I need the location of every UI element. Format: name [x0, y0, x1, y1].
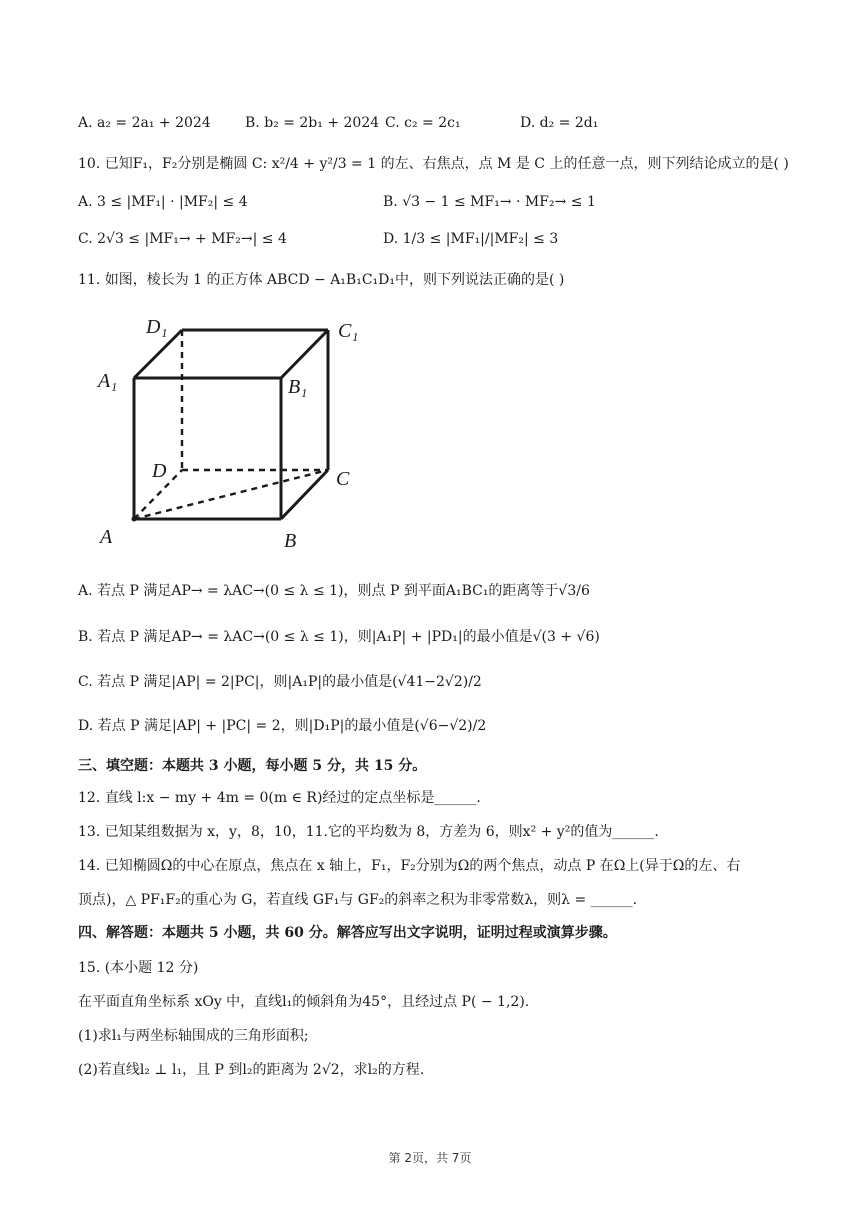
q12: 12. 直线 l:x − my + 4m = 0(m ∈ R)经过的定点坐标是______.: [78, 790, 481, 806]
label-d: D: [152, 460, 167, 482]
q10-option-d: D. 1/3 ≤ |MF₁|/|MF₂| ≤ 3: [383, 231, 559, 247]
label-a: A: [100, 526, 113, 548]
label-b1: B₁: [288, 376, 308, 398]
q15-part-2: (2)若直线l₂ ⊥ l₁，且 P 到l₂的距离为 2√2，求l₂的方程.: [78, 1062, 425, 1078]
edge-b1c1: [281, 330, 328, 378]
vertex-a-dot: [132, 517, 137, 522]
q11-option-b: B. 若点 P 满足AP→ = λAC→(0 ≤ λ ≤ 1)，则|A₁P| + |PD₁|的最小值是√(3 + √6): [78, 629, 600, 645]
q10-option-a: A. 3 ≤ |MF₁| · |MF₂| ≤ 4: [78, 194, 248, 210]
q11-option-d: D. 若点 P 满足|AP| + |PC| = 2，则|D₁P|的最小值是(√6−√2)/2: [78, 718, 487, 734]
q14-line-2: 顶点)，△ PF₁F₂的重心为 G，若直线 GF₁与 GF₂的斜率之积为非零常数λ，则λ = ______.: [78, 892, 638, 908]
q11-stem: 11. 如图，棱长为 1 的正方体 ABCD − A₁B₁C₁D₁中，则下列说法正确的是( ): [78, 272, 565, 288]
q10-option-c: C. 2√3 ≤ |MF₁→ + MF₂→| ≤ 4: [78, 231, 287, 247]
q11-option-a: A. 若点 P 满足AP→ = λAC→(0 ≤ λ ≤ 1)，则点 P 到平面A₁BC₁的距离等于√3/6: [78, 583, 590, 599]
q11-option-c: C. 若点 P 满足|AP| = 2|PC|，则|A₁P|的最小值是(√41−2√2)/2: [78, 674, 482, 690]
label-c1: C₁: [338, 320, 359, 342]
label-a1: A₁: [98, 370, 118, 392]
q14-line-1: 14. 已知椭圆Ω的中心在原点，焦点在 x 轴上，F₁，F₂分别为Ω的两个焦点，动点 P 在Ω上(异于Ω的左、右: [78, 858, 741, 874]
section-4-heading: 四、解答题：本题共 5 小题，共 60 分。解答应写出文字说明，证明过程或演算步骤。: [78, 925, 617, 941]
q15-header: 15. (本小题 12 分): [78, 960, 199, 976]
edge-bc: [281, 470, 328, 519]
cube-figure: [90, 305, 370, 555]
q10-stem: 10. 已知F₁，F₂分别是椭圆 C: x²/4 + y²/3 = 1 的左、右焦点，点 M 是 C 上的任意一点，则下列结论成立的是( ): [78, 156, 789, 172]
q10-option-b: B. √3 − 1 ≤ MF₁→ · MF₂→ ≤ 1: [383, 194, 596, 210]
q9-option-a: A. a₂ = 2a₁ + 2024: [78, 115, 211, 131]
q13: 13. 已知某组数据为 x，y，8，10，11.它的平均数为 8，方差为 6，则x² + y²的值为______.: [78, 824, 659, 840]
page-footer: 第 2页，共 7页: [388, 1151, 472, 1165]
q9-option-c: C. c₂ = 2c₁: [385, 115, 461, 131]
label-c: C: [336, 468, 350, 490]
q15-intro: 在平面直角坐标系 xOy 中，直线l₁的倾斜角为45°，且经过点 P( − 1,2).: [78, 994, 530, 1010]
section-3-heading: 三、填空题：本题共 3 小题，每小题 5 分，共 15 分。: [78, 758, 427, 774]
label-b: B: [284, 530, 297, 552]
q15-part-1: (1)求l₁与两坐标轴围成的三角形面积;: [78, 1028, 309, 1044]
label-d1: D₁: [146, 316, 168, 338]
q9-option-b: B. b₂ = 2b₁ + 2024: [245, 115, 380, 131]
q9-option-d: D. d₂ = 2d₁: [520, 115, 599, 131]
